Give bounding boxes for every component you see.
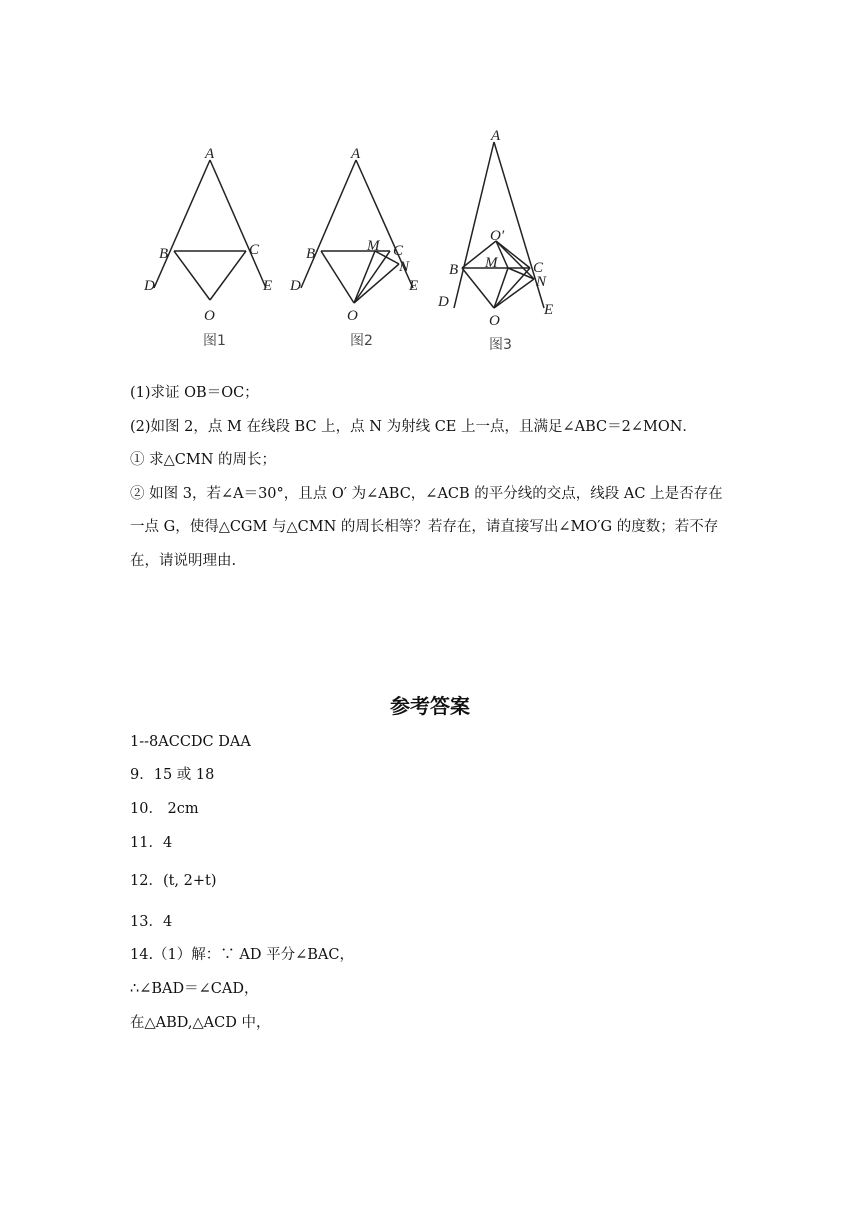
- fig2-label-c: C: [393, 243, 404, 259]
- fig2-label-d: D: [290, 278, 301, 294]
- fig2-label-b: B: [306, 246, 316, 262]
- fig3-label-b: B: [449, 262, 459, 278]
- fig3-label-c: C: [533, 260, 544, 276]
- answer-item: 12．(t, 2+t): [130, 873, 217, 889]
- fig2-label-n: N: [399, 259, 410, 275]
- fig3-label-m: M: [485, 255, 498, 271]
- fig2-label-e: E: [409, 278, 419, 294]
- fig1-label-a: A: [205, 146, 215, 162]
- fig3-label-n: N: [536, 274, 547, 290]
- fig3-label-d: D: [438, 294, 449, 310]
- answer-item: 9．15 或 18: [130, 767, 215, 783]
- answer-item: ∴∠BAD＝∠CAD，: [130, 981, 259, 997]
- figure-3: [432, 128, 572, 358]
- question-2-part-2-line-3: 在，请说明理由.: [130, 553, 237, 569]
- answer-item: 10． 2cm: [130, 801, 199, 817]
- fig2-label-m: M: [367, 238, 380, 254]
- fig3-label-e: E: [544, 302, 554, 318]
- fig1-label-o: O: [204, 308, 215, 324]
- fig3-caption: 图3: [489, 337, 512, 353]
- answer-item: 在△ABD,△ACD 中，: [130, 1015, 271, 1031]
- fig1-caption: 图1: [203, 333, 226, 349]
- fig3-label-o: O: [489, 313, 500, 329]
- question-2-part-1: ① 求△CMN 的周长；: [130, 452, 276, 468]
- fig3-label-a: A: [491, 128, 501, 144]
- answers-title: 参考答案: [390, 694, 470, 718]
- question-2-part-2-line-1: ② 如图 3，若∠A＝30°，且点 O′ 为∠ABC，∠ACB 的平分线的交点，线段 AC 上是否存在: [130, 486, 723, 502]
- fig2-label-o: O: [347, 308, 358, 324]
- fig1-label-b: B: [159, 246, 169, 262]
- answer-item: 11．4: [130, 835, 173, 851]
- fig2-caption: 图2: [350, 333, 373, 349]
- fig3-label-o-prime: O′: [490, 228, 505, 244]
- fig1-label-e: E: [263, 278, 273, 294]
- question-2-part-2-line-2: 一点 G，使得△CGM 与△CMN 的周长相等？若存在，请直接写出∠MO′G 的度数；若不存: [130, 519, 719, 535]
- answer-item: 1--8ACCDC DAA: [130, 734, 251, 750]
- question-2: (2)如图 2，点 M 在线段 BC 上，点 N 为射线 CE 上一点，且满足∠ABC＝2∠MON．: [130, 419, 697, 435]
- answer-item: 13．4: [130, 914, 173, 930]
- fig1-label-d: D: [144, 278, 155, 294]
- figure-2: [287, 140, 427, 355]
- answer-item: 14.（1）解：∵ AD 平分∠BAC，: [130, 947, 354, 963]
- question-1: (1)求证 OB＝OC；: [130, 385, 259, 401]
- fig2-label-a: A: [351, 146, 361, 162]
- figure-1: [140, 140, 280, 355]
- fig1-label-c: C: [249, 242, 260, 258]
